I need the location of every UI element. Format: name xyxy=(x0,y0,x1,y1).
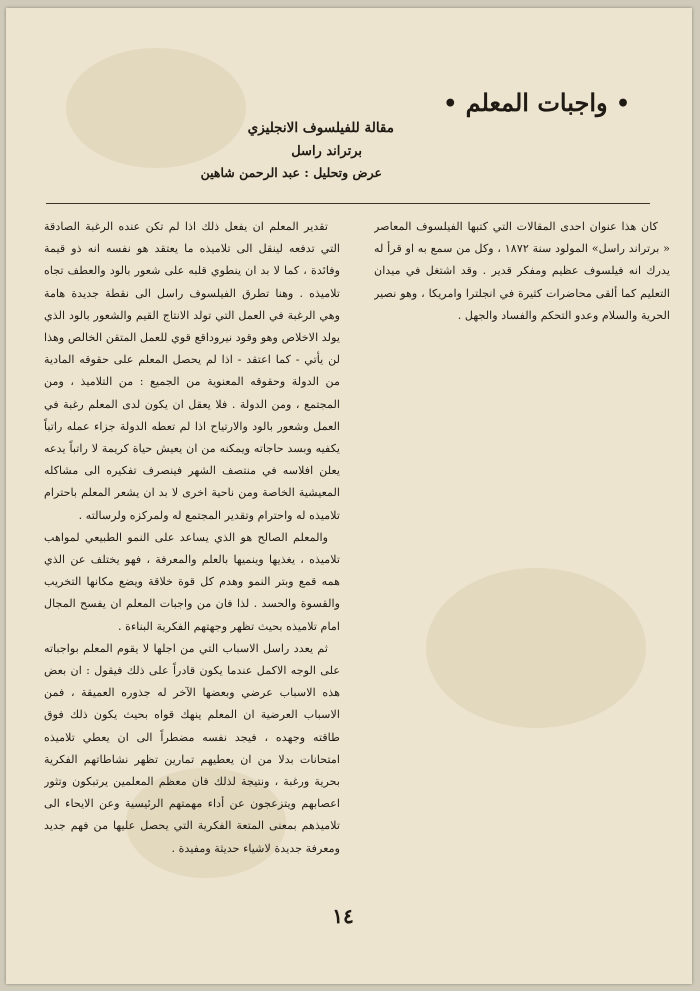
header-divider xyxy=(46,203,650,204)
paper-stain xyxy=(66,48,246,168)
article-reviewer: عرض وتحليل : عبد الرحمن شاهين xyxy=(200,165,382,180)
article-author: برتراند راسل xyxy=(291,144,362,159)
paragraph: تقدير المعلم ان يفعل ذلك اذا لم تكن عنده الرغبة الصادقة التي تدفعه لينقل الى تلاميذه ما يعتقد هو نفسه انه ذو قيمة وفائدة ، كما لا بد ان ينطوي قلبه على شعور بالود والعطف تجاه تلاميذه . وهنا تطرق الفيلسوف راسل الى نقطة جديدة هامة وهي الرغبة في العمل التي تولد الانتاج القيم والشعور بالود الذي يولد الاخلاص وهو وقود نيروداقع قوي للعمل المتقن الخالص وهذا لن يأتي - كما اعتقد - اذا لم يحصل المعلم على حقوقه المادية من الدولة وحقوقه المعنوية من الجميع : من التلاميذ ، ومن المجتمع ، ومن الدولة . فلا يعقل ان يكون لدى المعلم رغبة في العمل وشعور بالود والارتياح اذا لم تعطه الدولة جزاء عمله راتباً يكفيه وبسد حاجاته ويمكنه من ان يعيش حياة كريمة لا راتباً يدعه يعلن افلاسه في منتصف الشهر فينصرف تفكيره الى مشاكله المعيشية الخاصة ومن ناحية اخرى لا بد ان يشعر المعلم باحترام تلاميذه له واحترام وتقدير المجتمع له ولمركزه ولرسالته . xyxy=(44,220,340,522)
article-title-text: واجبات المعلم xyxy=(465,88,608,117)
magazine-page xyxy=(6,8,692,984)
paragraph: ثم يعدد راسل الاسباب التي من اجلها لا يقوم المعلم بواجباته على الوجه الاكمل عندما يكون قادراً على ذلك فيقول : ان بعض هذه الاسباب عرضي وبعضها الآخر له جذوره العميقة ، فمن الاسباب العرضية ان المعلم ينهك قواه بحيث يكون ذلك فوق طاقته وجهده ، فيجد نفسه مضطراً الى ان يعطي تلاميذه امتحانات بدلا من ان يعطيهم تمارين تظهر نشاطاتهم الفكرية بحرية ورغبة ، ونتيجة لذلك فان معظم المعلمين يرتبكون وتثور اعصابهم ويتزعجون عن أداء مهمتهم الرئيسية وعن الايحاء الى تلاميذهم بمعنى المتعة الفكرية التي يحصل عليها من فهم جديد ومعرفة جديدة لاشياء حديثة ومفيدة . xyxy=(44,641,340,855)
paragraph: والمعلم الصالح هو الذي يساعد على النمو الطبيعي لمواهب تلاميذه ، يغذيها وينميها بالعلم والمعرفة ، فهو يختلف عن الذي همه قمع وبتر النمو وهدم كل قوة خلاقة ويضع مكانها التخريب والقسوة والحسد . لذا فان من واجبات المعلم ان يفسح المجال امام تلاميذه بحيث تظهر وجهتهم الفكرية البناءة . xyxy=(44,530,340,633)
paragraph: كان هذا عنوان احدى المقالات التي كتبها الفيلسوف المعاصر « برتراند راسل» المولود سنة ١٨٧٢ ، وكل من سمع به او قرأ له يدرك انه فيلسوف عظيم ومفكر قدير . وقد اشتغل في ميدان التعليم كما ألقى محاضرات كثيرة في انجلترا وامريكا ، وهو نصير الحرية والسلام وعدو التحكم والفساد والجهل . xyxy=(374,220,670,322)
article-subtitle: مقالة للفيلسوف الانجليزي xyxy=(247,120,394,136)
article-title xyxy=(330,88,630,117)
text-column-right xyxy=(374,216,670,904)
page-number: ١٤ xyxy=(332,904,354,928)
text-column-left xyxy=(44,216,340,904)
bullet-dot-icon: • xyxy=(443,91,458,117)
bullet-dot-icon: • xyxy=(615,91,630,117)
